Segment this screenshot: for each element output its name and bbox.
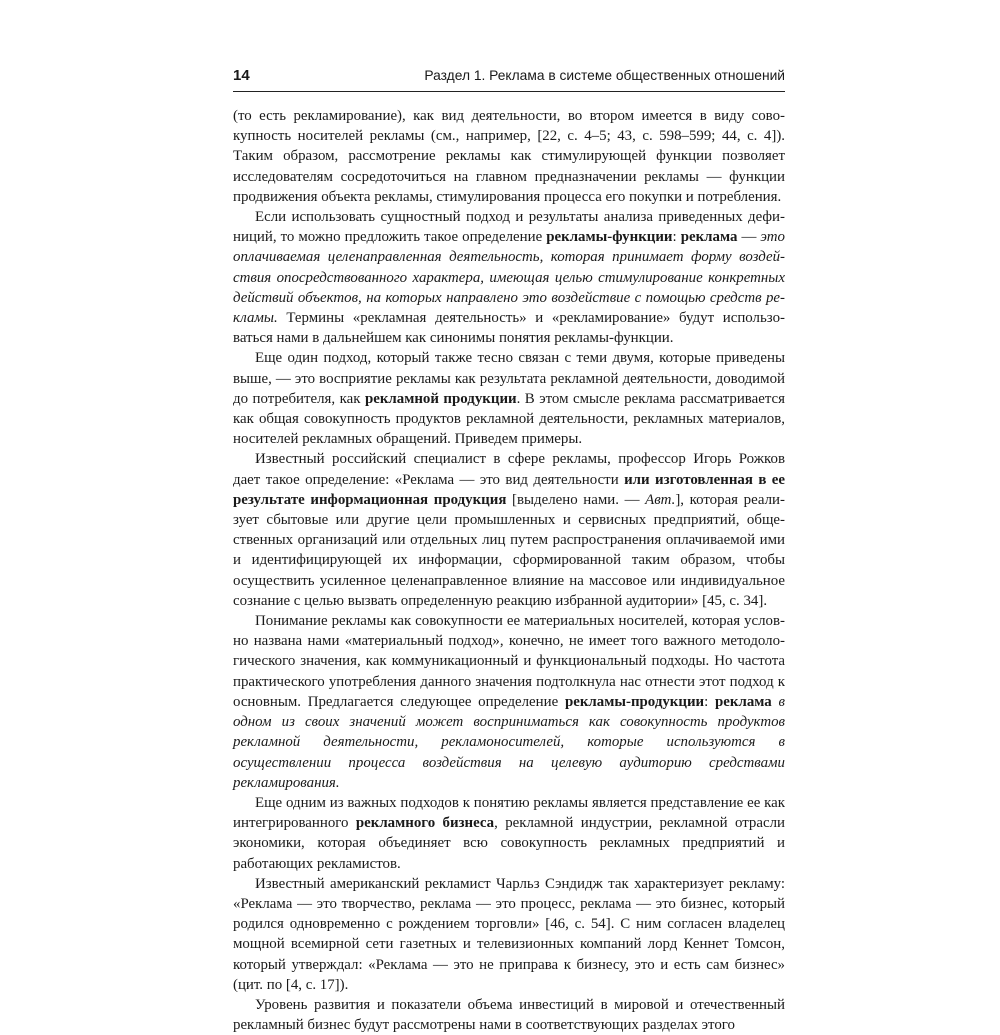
paragraph-p6 — [233, 793, 785, 874]
text-run: Термины «рекламная деятельность» и «рекламирование» будут использоваться нами в дальнейшем как синонимы понятия рекламы-функции. — [233, 310, 785, 347]
paragraph-p1 — [233, 106, 785, 207]
paragraph-p8 — [233, 995, 785, 1035]
bold-term: рекламы-продукции — [564, 693, 705, 710]
bold-term: реклама — [715, 693, 772, 710]
text-run: (то есть рекламирование), как вид деятельности, во втором имеется в виду совокупность носителей рекламы (см., например, [22, с. 4–5; 43, с. 598–599; 44, с. 4]). Таким образом, рассмотрение рекламы как стимулирующей функции позволяет исследователям сосредоточиться на главном предназначении рекламы — функции продвижения объекта рекламы, стимулирования процесса его покупки и потребления. — [233, 108, 785, 205]
italic-text: Авт. — [645, 491, 676, 508]
text-run — [772, 694, 779, 710]
text-run: Еще один подход, который также тесно связан с теми двумя, которые приведены выше, — это восприятие рекламы как результата рекламной деятельности, доводимой до потребителя, как — [233, 350, 785, 407]
text-run: : — [704, 693, 715, 710]
text-run: Еще одним из важных подходов к понятию рекламы является представление ее как интегрированного — [233, 794, 785, 832]
book-page — [233, 66, 785, 1035]
text-run: Известный российский специалист в сфере рекламы, профессор Игорь Рожков дает такое определение: «Реклама — это вид деятельности — [233, 451, 785, 488]
italic-text: это оплачиваемая целенаправленная деятельность, которая принимает форму воздействия опосредствованного характера, имеющая целью стимулирование конкретных действий объектов, на которых направлено это воздействие с помощью средств рекламы. — [233, 229, 785, 327]
text-run: . В этом смысле реклама рассматривается как общая совокупность продуктов рекламной деятельности, рекламных материалов, носителей рекламных обращений. Приведем примеры. — [233, 390, 785, 448]
bold-term: рекламной продукции — [364, 390, 517, 407]
paragraph-p4 — [233, 449, 785, 611]
text-run: Известный американский рекламист Чарльз Сэндидж так характеризует рекламу: «Реклама — это творчество, реклама — это процесс, реклама — это бизнес, который родился одновременно с рождением торговли» [46, с. 54]. С ним согласен владелец мощной всемирной сети газетных и телевизионных компаний лорд Кеннет Томсон, который утверждал: «Реклама — это не приправа к бизнесу, это и есть сам бизнес» (цит. по [4, с. 17]). — [233, 875, 785, 993]
bold-term: рекламы-функции — [546, 229, 673, 246]
paragraph-p3 — [233, 348, 785, 449]
paragraph-p2 — [233, 207, 785, 348]
text-run: [выделено нами. — — [506, 491, 646, 508]
text-run: , рекламной индустрии, рекламной отрасли экономики, которая объединяет всю совокупность рекламных предприятий и работающих рекламистов. — [233, 815, 785, 872]
text-run: — — [737, 229, 761, 246]
bold-term: рекламного бизнеса — [355, 815, 495, 832]
text-run: Понимание рекламы как совокупности ее материальных носителей, которая условно названа нами «материальный подход», конечно, не имеет того важного методологического значения, как коммуникационный и функциональный подходы. Но частота практического употребления данного значения подтолкнула нас отнести этот подход к основным. Предлагается следующее определение — [233, 613, 785, 710]
bold-term: или изготовленная в ее результате информационная продукция — [233, 471, 786, 508]
page-number: 14 — [233, 67, 250, 84]
text-run: : — [672, 229, 681, 246]
running-header — [233, 66, 785, 92]
paragraph-p7 — [233, 874, 785, 995]
section-title: Раздел 1. Реклама в системе общественных отношений — [424, 68, 785, 83]
text-run: Уровень развития и показатели объема инвестиций в мировой и отечественный рекламный бизнес будут рассмотрены нами в соответствующих разделах этого — [233, 996, 785, 1034]
text-run: Если использовать сущностный подход и результаты анализа приведенных дефиниций, то можно предложить такое определение — [233, 209, 785, 246]
bold-term: реклама — [680, 229, 738, 246]
italic-text: в одном из своих значений может восприниматься как совокупность продуктов рекламной деятельности, рекламоносителей, которые используются в осуществлении процесса воздействия на целевую аудиторию средствами рекламирования. — [233, 693, 785, 791]
body-text — [233, 106, 785, 1035]
text-run: ], которая реализует сбытовые или другие цели промышленных и сервисных предприятий, общественных организаций или отдельных лиц путем распространения оплачиваемой ими и идентифицирующей их информации, сформированной таким образом, чтобы осуществить усиленное целенаправленное влияние на массовое или индивидуальное сознание с целью вызвать определенную реакцию избранной аудитории» [45, с. 34]. — [233, 491, 785, 609]
paragraph-p5 — [233, 611, 785, 793]
